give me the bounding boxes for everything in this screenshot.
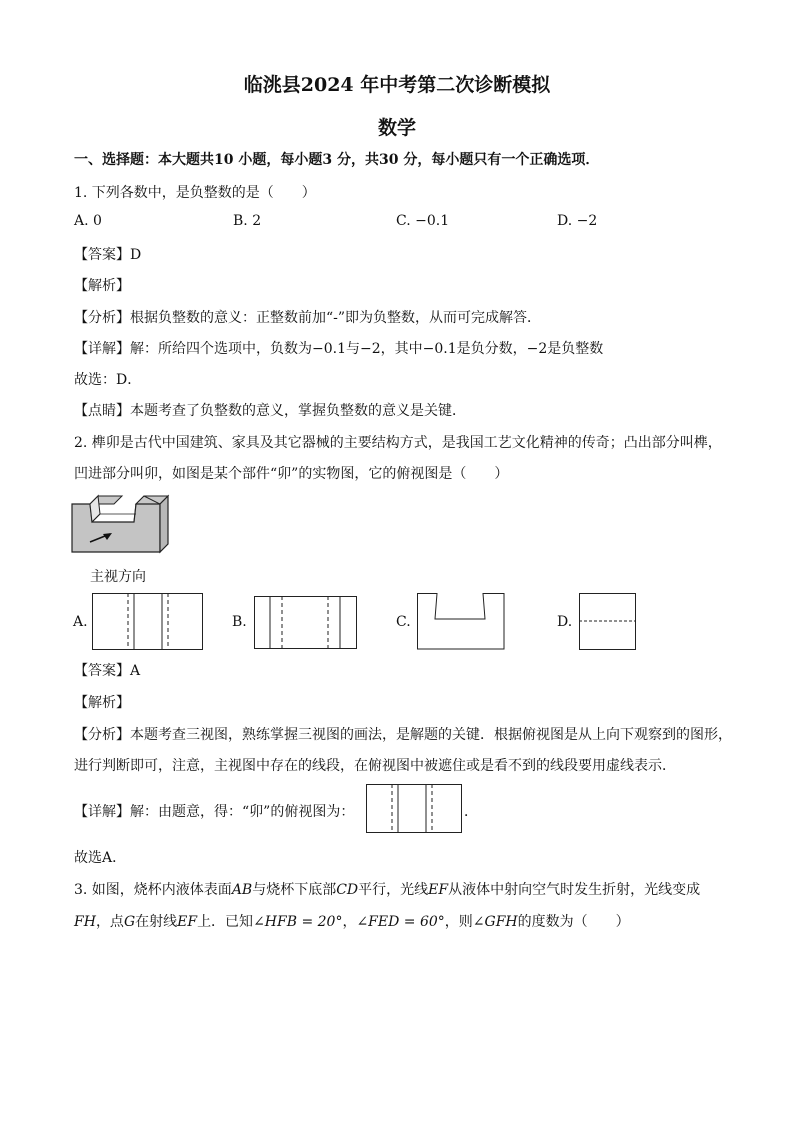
q2-conclusion: 故选A． bbox=[74, 850, 127, 866]
q3-ef2: EF bbox=[177, 914, 198, 930]
q2-option-d-label: D. bbox=[557, 614, 573, 630]
q2-answer: 【答案】A bbox=[74, 663, 141, 679]
q1-dianjing: 【点睛】本题考查了负整数的意义，掌握负整数的意义是关键． bbox=[74, 403, 466, 419]
q1-option-b: B. 2 bbox=[233, 213, 262, 229]
q3-text: 的度数为（ ） bbox=[517, 914, 630, 930]
q1-option-d: D. −2 bbox=[557, 213, 598, 229]
q2-fenxi-line1: 【分析】本题考查三视图，熟练掌握三视图的画法，是解题的关键．根据俯视图是从上向下观察到的图形， bbox=[74, 727, 732, 743]
q3-text: 在射线 bbox=[135, 914, 178, 930]
q3-text: 3. 如图，烧杯内液体表面 bbox=[74, 882, 232, 898]
q3-text: ， bbox=[342, 914, 357, 930]
q2-stem-line1: 2. 榫卯是古代中国建筑、家具及其它器械的主要结构方式，是我国工艺文化精神的传奇；凸出部分叫榫， bbox=[74, 435, 722, 451]
q2-xiangjie-end: ． bbox=[464, 804, 478, 820]
q1-option-a: A. 0 bbox=[74, 213, 102, 229]
q3-angle-gfh: ∠GFH bbox=[472, 914, 518, 930]
q3-text: 平行，光线 bbox=[358, 882, 429, 898]
q2-option-c-label: C. bbox=[396, 614, 411, 630]
q3-fh: FH bbox=[74, 914, 96, 930]
q3-text: 从液体中射向空气时发生折射，光线变成 bbox=[448, 882, 701, 898]
q3-cd: CD bbox=[336, 882, 359, 898]
q2-option-b-figure bbox=[254, 596, 358, 650]
q3-ef: EF bbox=[428, 882, 449, 898]
q3-text: ，点 bbox=[95, 914, 124, 930]
q2-option-a-figure bbox=[92, 593, 204, 651]
paper-title: 临洮县2024 年中考第二次诊断模拟 bbox=[243, 74, 551, 96]
q1-stem: 1. 下列各数中，是负整数的是（ ） bbox=[74, 185, 316, 201]
q3-text: ，则 bbox=[444, 914, 473, 930]
q3-line2 bbox=[74, 911, 630, 931]
q2-figure-label: 主视方向 bbox=[90, 569, 146, 585]
q3-text: 与烧杯下底部 bbox=[252, 882, 337, 898]
q2-stem-line2: 凹进部分叫卯，如图是某个部件“卯”的实物图，它的俯视图是（ ） bbox=[74, 466, 509, 482]
q1-conclusion: 故选：D． bbox=[74, 372, 142, 388]
q2-option-a-label: A. bbox=[73, 614, 88, 630]
q1-analysis-label: 【解析】 bbox=[74, 278, 130, 294]
q3-angle-fed: ∠FED = 60° bbox=[356, 914, 445, 930]
q1-option-c: C. −0.1 bbox=[396, 213, 450, 229]
q3-angle-hfb: ∠HFB = 20° bbox=[253, 914, 343, 930]
section-heading: 一、选择题：本大题共10 小题，每小题3 分，共30 分，每小题只有一个正确选项． bbox=[74, 152, 600, 168]
q2-option-d-figure bbox=[579, 593, 637, 651]
paper-subject: 数学 bbox=[377, 117, 416, 139]
q3-text: 上．已知 bbox=[197, 914, 254, 930]
q1-fenxi: 【分析】根据负整数的意义：正整数前加“-”即为负整数，从而可完成解答． bbox=[74, 310, 542, 326]
q3-g: G bbox=[123, 914, 136, 930]
q3-ab: AB bbox=[231, 882, 253, 898]
q3-line1 bbox=[74, 879, 700, 899]
q1-answer: 【答案】D bbox=[74, 247, 142, 263]
q2-option-c-figure bbox=[417, 593, 505, 651]
q2-fenxi-line2: 进行判断即可，注意，主视图中存在的线段，在俯视图中被遮住或是看不到的线段要用虚线表示． bbox=[74, 758, 676, 774]
q2-option-b-label: B. bbox=[232, 614, 247, 630]
mortise-3d-figure bbox=[70, 494, 180, 574]
q2-xiangjie: 【详解】解：由题意，得：“卯”的俯视图为： bbox=[74, 804, 355, 820]
q2-analysis-label: 【解析】 bbox=[74, 695, 130, 711]
q1-xiangjie: 【详解】解：所给四个选项中，负数为−0.1与−2，其中−0.1是负分数，−2是负整数 bbox=[74, 341, 604, 357]
q2-answer-figure bbox=[366, 784, 464, 834]
